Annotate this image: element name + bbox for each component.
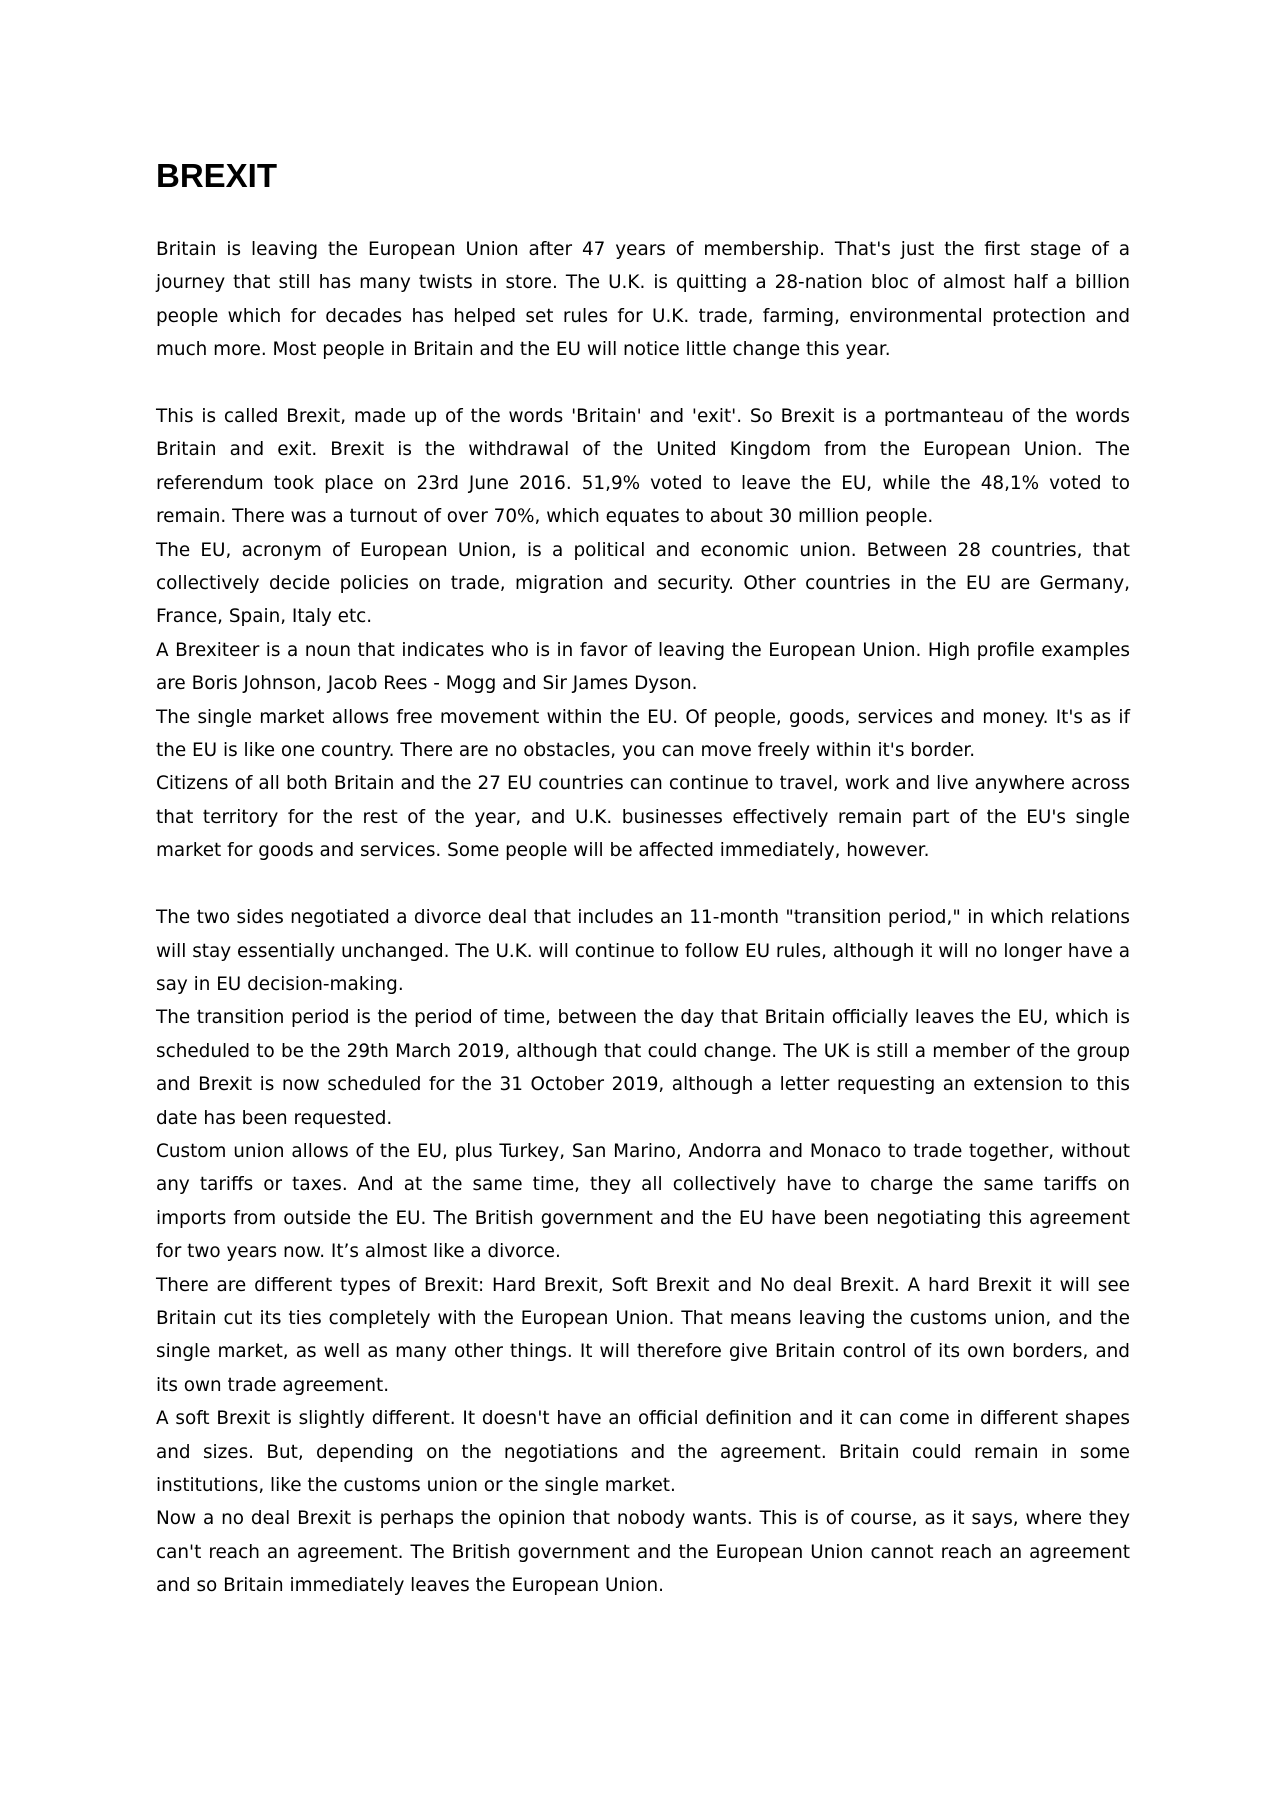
paragraph-intro: Britain is leaving the European Union after 47 years of membership. That's just the first stage of a journey that still has many twists in store. The U.K. is quitting a 28-nation bloc of almost half a billion people which for decades has helped set rules for U.K. trade, farming, environmental protection and much more. Most people in Britain and the EU will notice little change this year. — [156, 239, 1130, 361]
paragraph-brexiteer: A Brexiteer is a noun that indicates who is in favor of leaving the European Union. High profile examples are Boris Johnson, Jacob Rees - Mogg and Sir James Dyson. — [156, 639, 1130, 695]
paragraph-definition: This is called Brexit, made up of the words 'Britain' and 'exit'. So Brexit is a portmanteau of the words Britain and exit. Brexit is the withdrawal of the United Kingdom from the European Union. The referendum took place on 23rd June 2016. 51,9% voted to leave the EU, while the 48,1% voted to remain. There was a turnout of over 70%, which equates to about 30 million people. — [156, 406, 1130, 528]
document-title: BREXIT — [156, 157, 278, 194]
paragraph-transition-period: The transition period is the period of time, between the day that Britain officially leaves the EU, which is scheduled to be the 29th March 2019, although that could change. The UK is still a member of the group and Brexit is now scheduled for the 31 October 2019, although a letter requesting an extension to this date has been requested. — [156, 1007, 1130, 1129]
document-body — [156, 233, 1130, 1603]
paragraph-hard-brexit: There are different types of Brexit: Hard Brexit, Soft Brexit and No deal Brexit. A hard Brexit it will see Britain cut its ties completely with the European Union. That means leaving the customs union, and the single market, as well as many other things. It will therefore give Britain control of its own borders, and its own trade agreement. — [156, 1274, 1130, 1396]
paragraph-soft-brexit: A soft Brexit is slightly different. It doesn't have an official definition and it can come in different shapes and sizes. But, depending on the negotiations and the agreement. Britain could remain in some institutions, like the customs union or the single market. — [156, 1408, 1130, 1496]
paragraph-eu: The EU, acronym of European Union, is a political and economic union. Between 28 countries, that collectively decide policies on trade, migration and security. Other countries in the EU are Germany, France, Spain, Italy etc. — [156, 539, 1130, 628]
paragraph-divorce-deal: The two sides negotiated a divorce deal that includes an 11-month "transition period," in which relations will stay essentially unchanged. The U.K. will continue to follow EU rules, although it will no longer have a say in EU decision-making. — [156, 907, 1130, 995]
paragraph-no-deal: Now a no deal Brexit is perhaps the opinion that nobody wants. This is of course, as it says, where they can't reach an agreement. The British government and the European Union cannot reach an agreement and so Britain immediately leaves the European Union. — [156, 1508, 1130, 1597]
paragraph-single-market: The single market allows free movement within the EU. Of people, goods, services and money. It's as if the EU is like one country. There are no obstacles, you can move freely within it's border. — [156, 706, 1130, 762]
paragraph-citizens: Citizens of all both Britain and the 27 EU countries can continue to travel, work and live anywhere across that territory for the rest of the year, and U.K. businesses effectively remain part of the EU's single market for goods and services. Some people will be affected immediately, however. — [156, 773, 1130, 862]
paragraph-custom-union: Custom union allows of the EU, plus Turkey, San Marino, Andorra and Monaco to trade together, without any tariffs or taxes. And at the same time, they all collectively have to charge the same tariffs on imports from outside the EU. The British government and the EU have been negotiating this agreement for two years now. It’s almost like a divorce. — [156, 1140, 1130, 1263]
